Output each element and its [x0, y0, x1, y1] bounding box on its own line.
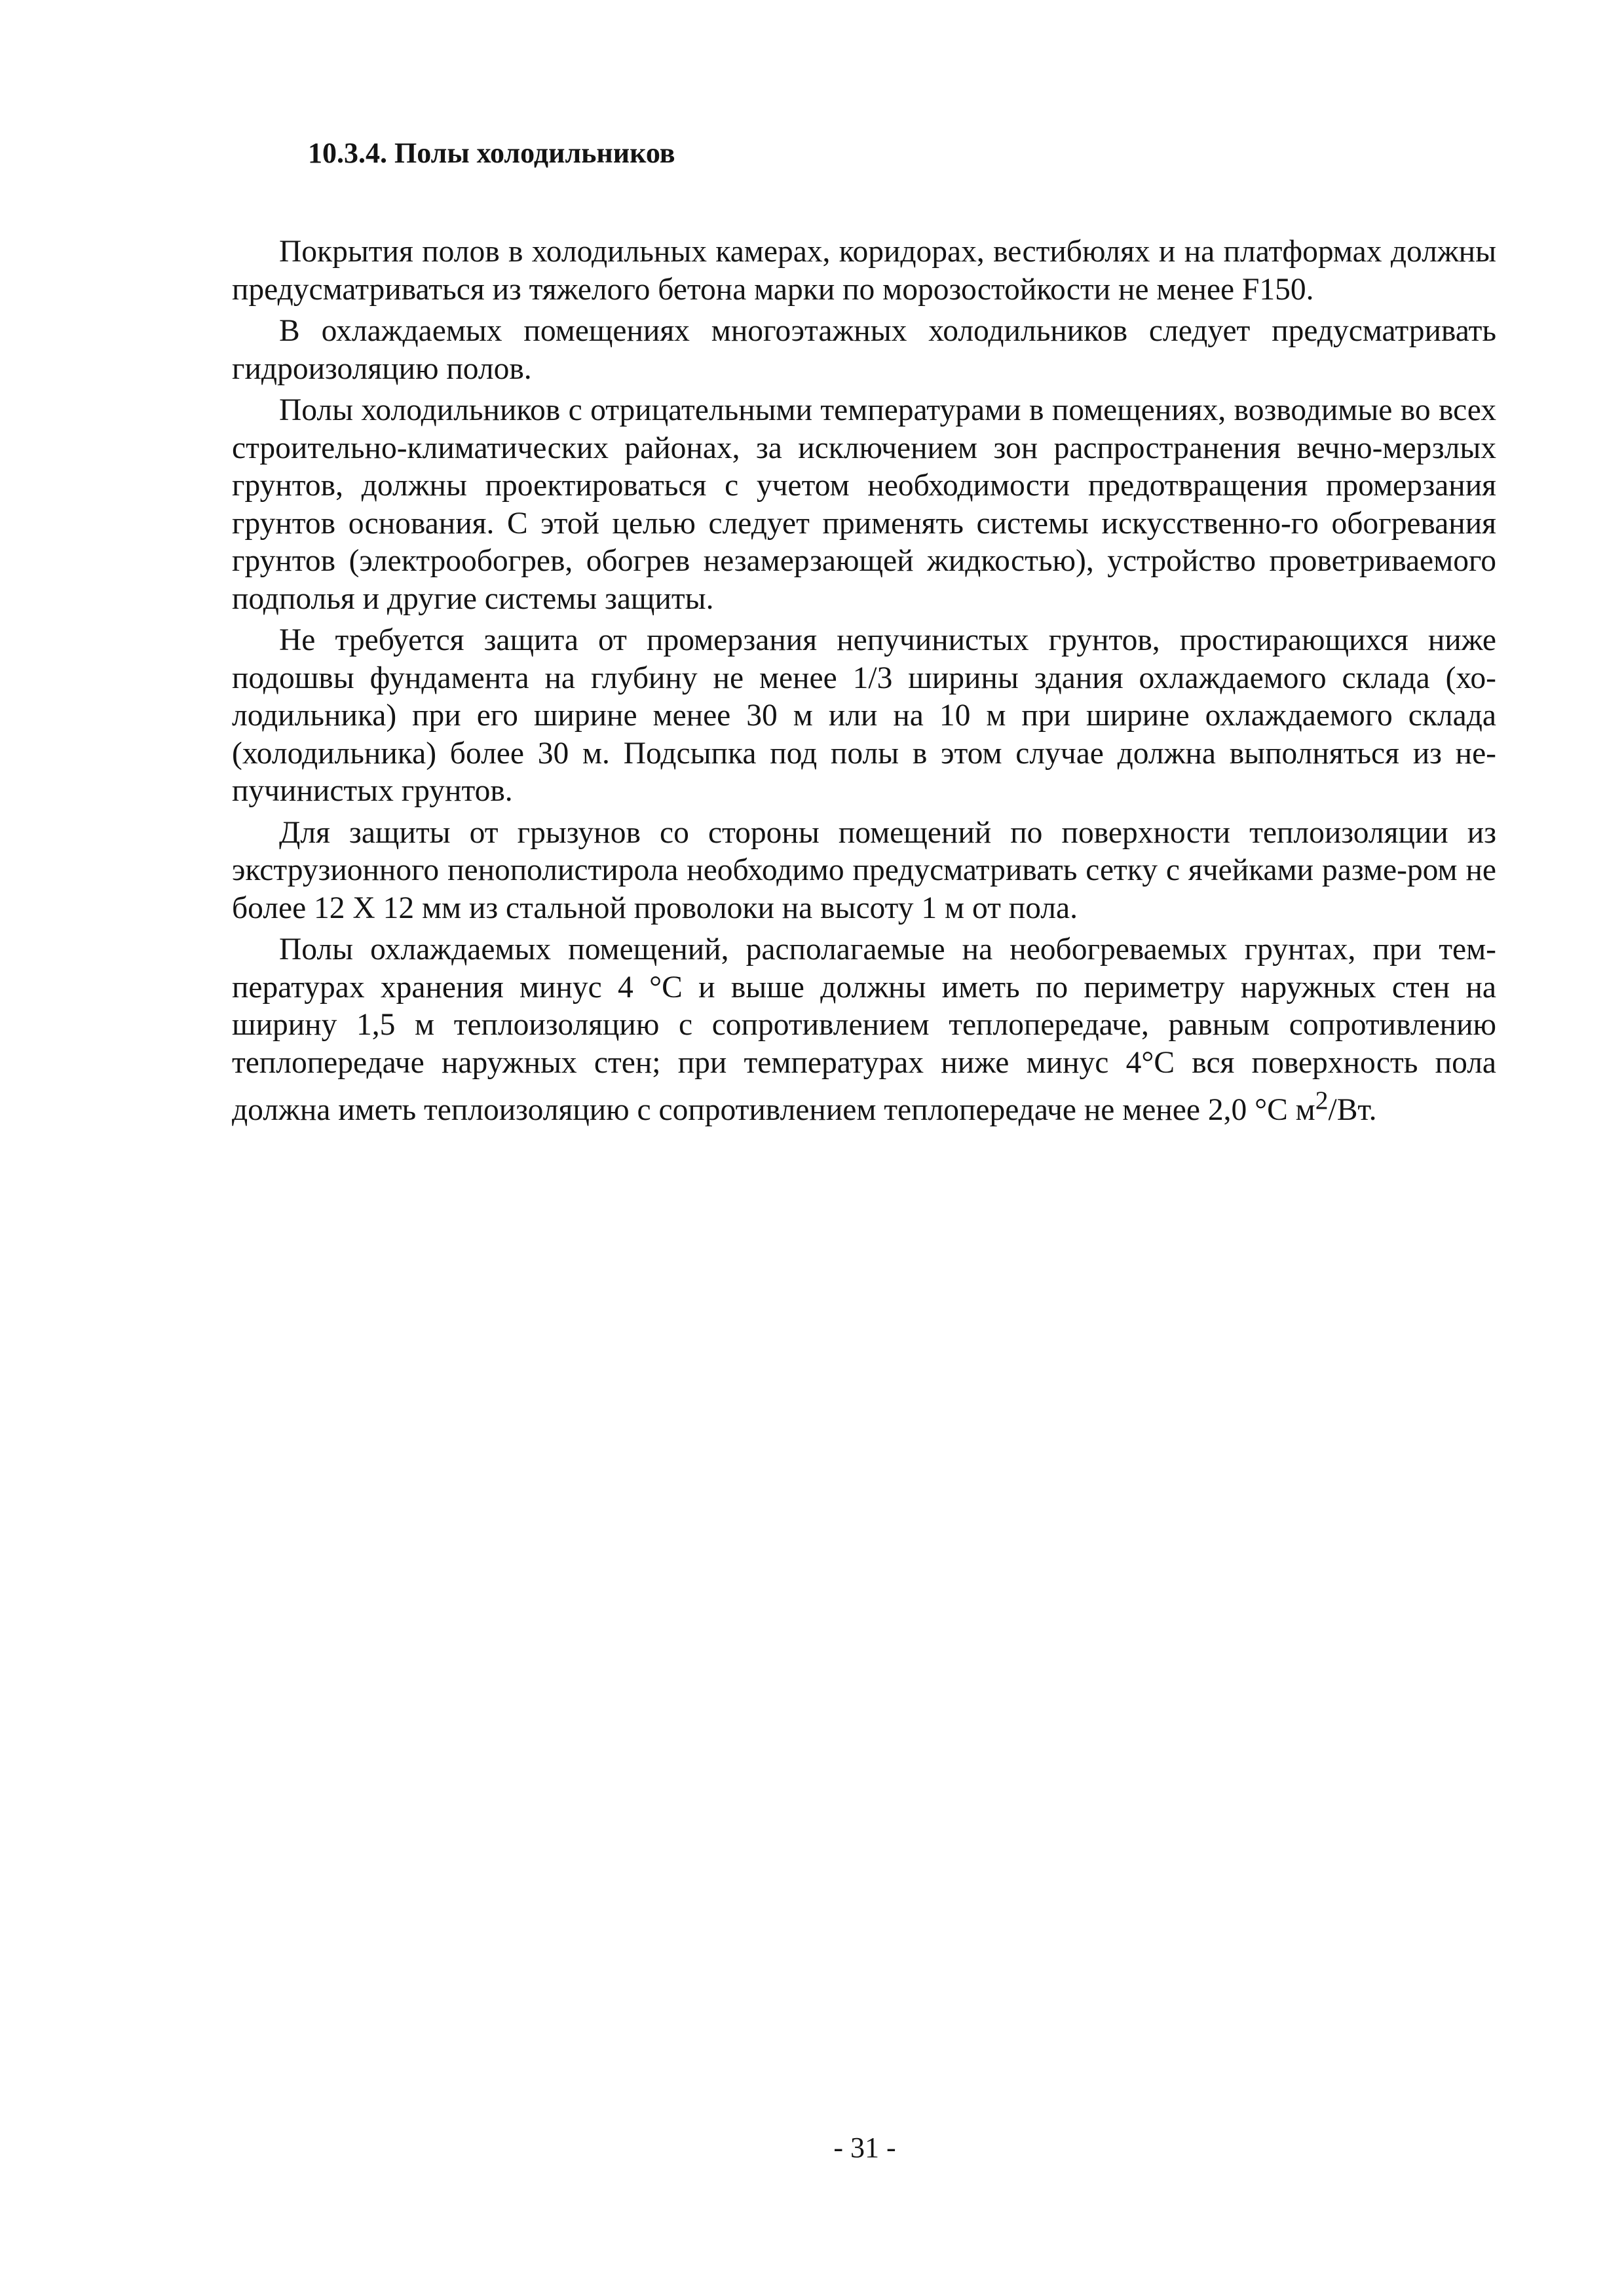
unit-superscript: 2	[1315, 1086, 1329, 1115]
paragraph-thermal-insulation	[232, 931, 1496, 1129]
page-number: - 31 -	[833, 2132, 896, 2164]
body-text	[232, 233, 1496, 1133]
paragraph-non-heaving-soils: Не требуется защита от промерзания непучинистых грунтов, простирающихся ниже подошвы фундамента на глубину не менее 1/3 ширины здания охлаждаемого склада (хо-лодильника) при его ширине менее 30 м или на 10 м при ширине охлаждаемого склада (холодильника) более 30 м. Подсыпка под полы в этом случае должна выполняться из не-пучинистых грунтов.	[232, 623, 1496, 808]
thermal-insulation-text: Полы охлаждаемых помещений, располагаемые на необогреваемых грунтах, при тем-пературах хранения минус 4 °С и выше должны иметь по периметру наружных стен на ширину 1,5 м теплоизоляцию с сопротивлением теплопередаче, равным сопротивлению теплопередаче наружных стен; при температурах ниже минус 4°С вся поверхность пола должна иметь теплоизоляцию с сопротивлением теплопередаче не менее 2,0 °С м	[232, 932, 1496, 1127]
paragraph-rodent-protection: Для защиты от грызунов со стороны помещений по поверхности теплоизоляции из экструзионного пенополистирола необходимо предусматривать сетку с ячейками разме-ром не более 12 Х 12 мм из стальной проволоки на высоту 1 м от пола.	[232, 815, 1496, 925]
paragraph-frost-protection: Полы холодильников с отрицательными температурами в помещениях, возводимые во всех строительно-климатических районах, за исключением зон распространения вечно-мерзлых грунтов, должны проектироваться с учетом необходимости предотвращения промерзания грунтов основания. С этой целью следует применять системы искусственно-го обогревания грунтов (электрообогрев, обогрев незамерзающей жидкостью), устройство проветриваемого подполья и другие системы защиты.	[232, 393, 1496, 616]
section-heading: 10.3.4. Полы холодильников	[308, 137, 675, 169]
paragraph-floor-coverings: Покрытия полов в холодильных камерах, коридорах, вестибюлях и на платформах должны предусматриваться из тяжелого бетона марки по морозостойкости не менее F150.	[232, 235, 1496, 307]
paragraph-waterproofing: В охлаждаемых помещениях многоэтажных холодильников следует предусматривать гидроизоляцию полов.	[232, 314, 1496, 386]
unit-tail: /Вт.	[1328, 1092, 1377, 1127]
